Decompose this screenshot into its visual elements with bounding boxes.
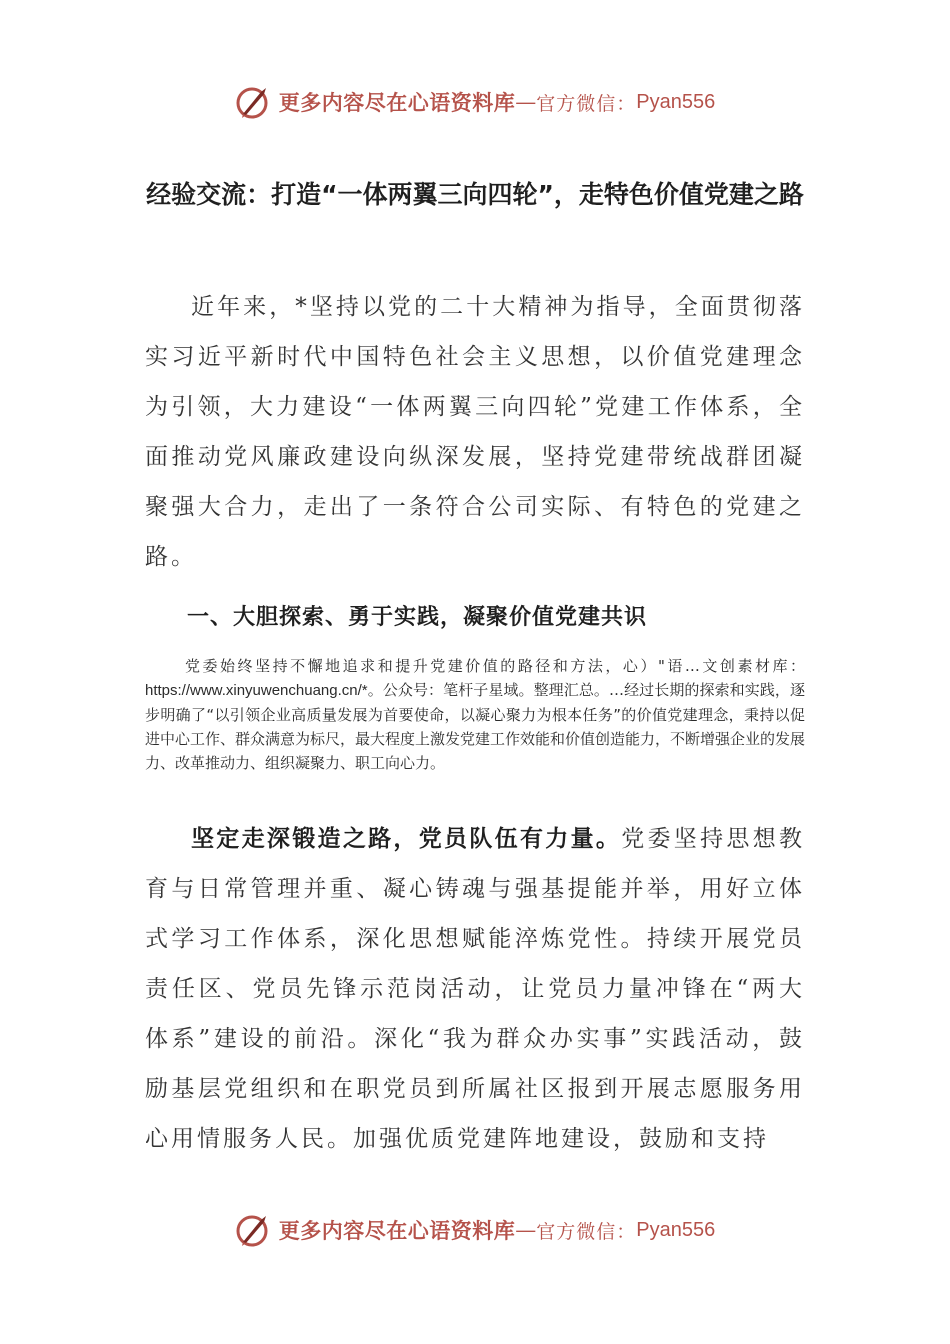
banner-brand-text: 更多内容尽在心语资料库: [278, 1218, 516, 1243]
paragraph-body-text: 党委坚持思想教育与日常管理并重、凝心铸魂与强基提能并举，用好立体式学习工作体系，深化思想赋能淬炼党性。持续开展党员责任区、党员先锋示范岗活动，让党员力量冲锋在“两大体系”建设的前沿。深化“我为群众办实事”实践活动，鼓励基层党组织和在职党员到所属社区报到开展志愿服务用心用情服务人民。加强优质党建阵地建设，鼓励和支持: [145, 826, 806, 1152]
footer-watermark-banner: [0, 1210, 950, 1250]
banner-wechat-label: 官方微信：: [536, 92, 637, 115]
source-url-link[interactable]: https://www.xinyuwenchuang.cn/*: [145, 682, 368, 699]
body-paragraph: [145, 814, 805, 1164]
banner-wechat-handle: Pyan556: [636, 90, 716, 113]
document-title: 经验交流：打造“一体两翼三向四轮”，走特色价值党建之路: [146, 180, 804, 209]
banner-wechat-label: 官方微信：: [536, 1220, 637, 1243]
banner-dash: —: [515, 1218, 537, 1242]
banner-brand-text: 更多内容尽在心语资料库: [278, 90, 516, 115]
banner-dash: —: [515, 90, 537, 114]
paragraph-lead-bold: 坚定走深锻造之路，党员队伍有力量。: [191, 826, 622, 852]
small-print-part2: 。公众号：笔杆子星域。整理汇总。…经过长期的探索和实践，逐步明确了“以引领企业高质量发展为首要使命，以凝心聚力为根本任务”的价值党建理念，秉持以促进中心工作、群众满意为标尺，最大程度上激发党建工作效能和价值创造能力，不断增强企业的发展力、改革推动力、组织凝聚力、职工向心力。: [145, 681, 806, 772]
header-watermark-banner: [0, 82, 950, 122]
section-heading-1: 一、大胆探索、勇于实践，凝聚价值党建共识: [187, 605, 648, 630]
intro-paragraph: 近年来，*坚持以党的二十大精神为指导，全面贯彻落实习近平新时代中国特色社会主义思想，以价值党建理念为引领，大力建设“一体两翼三向四轮”党建工作体系，全面推动党风廉政建设向纵深发展，坚持党建带统战群团凝聚强大合力，走出了一条符合公司实际、有特色的党建之路。: [145, 294, 805, 570]
pen-logo-icon: [235, 1212, 271, 1248]
banner-wechat-handle: Pyan556: [636, 1218, 716, 1241]
small-print-paragraph: [145, 654, 805, 775]
pen-logo-icon: [235, 84, 271, 120]
small-print-part1: 党委始终坚持不懈地追求和提升党建价值的路径和方法，心）"语…文创素材库：: [185, 657, 805, 675]
